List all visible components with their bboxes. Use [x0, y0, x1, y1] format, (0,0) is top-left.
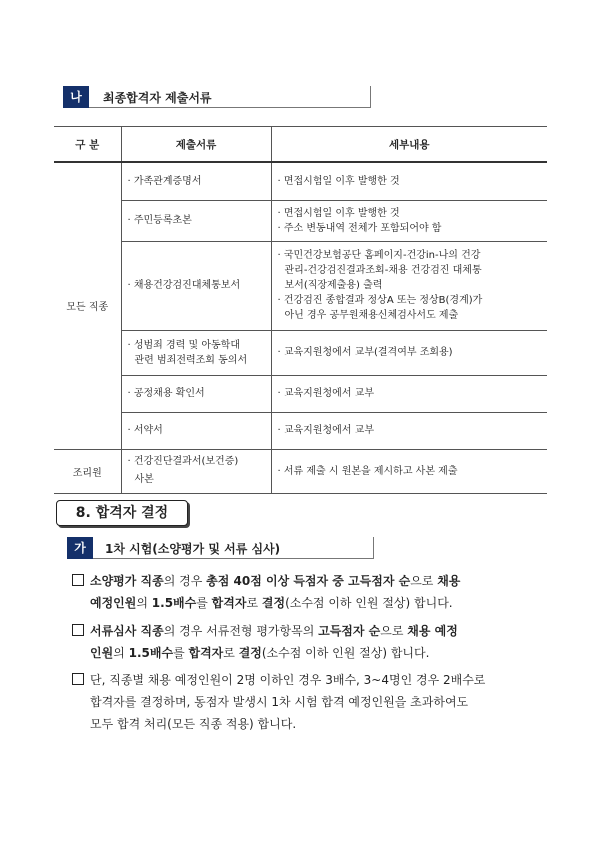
paragraph-3	[72, 669, 542, 735]
header-right-border	[373, 537, 374, 559]
doc-cell: · 가족관계증명서	[121, 162, 271, 200]
documents-table	[54, 126, 547, 494]
paragraph-line: 모두 합격 처리(모든 직종 적용) 합니다.	[90, 717, 297, 731]
category-cook: 조리원	[54, 449, 121, 493]
paragraph-line: 합격자를 결정하며, 동점자 발생시 1차 시험 합격 예정인원을 초과하여도	[90, 695, 469, 709]
section-header-na	[63, 86, 371, 108]
paragraph-2	[72, 620, 542, 664]
section-title: 1차 시험(소양평가 및 서류 심사)	[105, 542, 281, 556]
section-8-title: 8. 합격자 결정	[56, 500, 188, 526]
paragraph-line: 예정인원의 1.5배수를 합격자로 결정(소수점 이하 인원 절상) 합니다.	[90, 596, 453, 610]
detail-cell: · 서류 제출 시 원본을 제시하고 사본 제출	[271, 449, 547, 493]
header-category: 구 분	[54, 127, 121, 163]
section-badge: 가	[67, 537, 93, 559]
paragraph-line: 인원의 1.5배수를 합격자로 결정(소수점 이하 인원 절상) 합니다.	[90, 646, 430, 660]
detail-cell: · 면접시험일 이후 발행한 것 · 주소 변동내역 전체가 포함되어야 함	[271, 200, 547, 241]
header-documents: 제출서류	[121, 127, 271, 163]
paragraph-line: 서류심사 직종의 경우 서류전형 평가항목의 고득점자 순으로 채용 예정	[90, 624, 458, 638]
detail-cell: · 국민건강보험공단 홈페이지-건강in-나의 건강 관리-건강검진결과조회-채용 건강검진 대체통 보서(직장제출용) 출력 · 건강검진 종합결과 정상A 또는 정상B(경계)가 아닌 경우 공무원채용신체검사서도 제출	[271, 241, 547, 330]
doc-cell: · 성범죄 경력 및 아동학대 관련 범죄전력조회 동의서	[121, 330, 271, 375]
doc-cell: · 공정채용 확인서	[121, 375, 271, 412]
detail-cell: · 교육지원청에서 교부	[271, 375, 547, 412]
table-row	[54, 412, 547, 449]
header-right-border	[370, 86, 371, 108]
checkbox-icon	[72, 624, 84, 636]
table-row	[54, 330, 547, 375]
header-underline	[93, 558, 374, 559]
detail-cell: · 교육지원청에서 교부(결격여부 조회용)	[271, 330, 547, 375]
header-details: 세부내용	[271, 127, 547, 163]
table-row	[54, 375, 547, 412]
checkbox-icon	[72, 574, 84, 586]
paragraph-1	[72, 570, 542, 614]
section-badge: 나	[63, 86, 89, 108]
table-row	[54, 200, 547, 241]
table-header-row	[54, 127, 547, 163]
doc-cell: · 건강진단결과서(보건증) 사본	[121, 449, 271, 493]
doc-cell: · 주민등록초본	[121, 200, 271, 241]
section-header-ga	[67, 537, 374, 559]
table-row	[54, 162, 547, 200]
paragraph-line: 단, 직종별 채용 예정인원이 2명 이하인 경우 3배수, 3~4명인 경우 2배수로	[90, 673, 486, 687]
section-title: 최종합격자 제출서류	[103, 91, 212, 105]
paragraph-line: 소양평가 직종의 경우 총점 40점 이상 득점자 중 고득점자 순으로 채용	[90, 574, 461, 588]
category-all: 모든 직종	[54, 162, 121, 449]
table-row	[54, 241, 547, 330]
table-row	[54, 449, 547, 493]
doc-cell: · 서약서	[121, 412, 271, 449]
doc-cell: · 채용건강검진대체통보서	[121, 241, 271, 330]
checkbox-icon	[72, 673, 84, 685]
detail-cell: · 교육지원청에서 교부	[271, 412, 547, 449]
detail-cell: · 면접시험일 이후 발행한 것	[271, 162, 547, 200]
header-underline	[89, 107, 371, 108]
